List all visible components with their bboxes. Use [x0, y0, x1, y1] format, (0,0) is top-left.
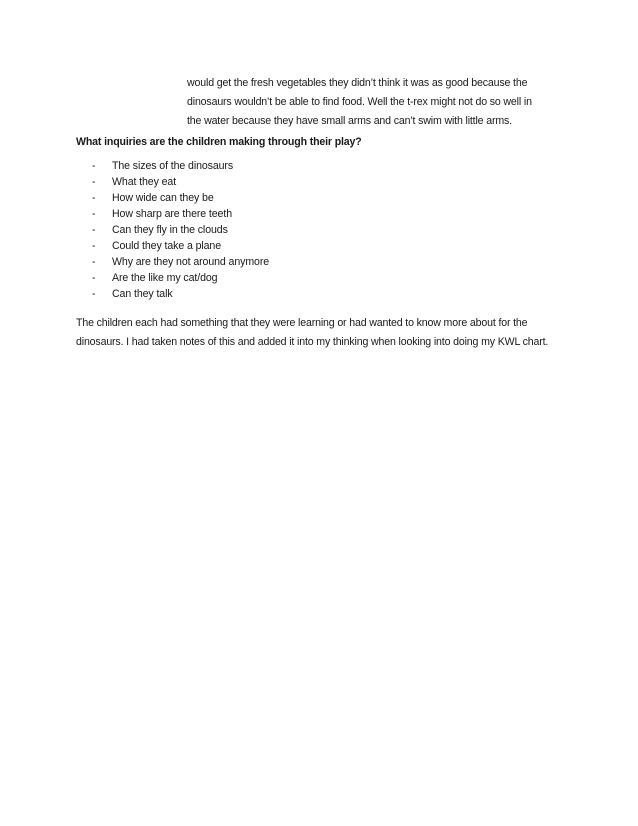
bullet-dash: - [92, 208, 96, 220]
section-heading: What inquiries are the children making through their play? [76, 136, 362, 148]
bullet-dash: - [92, 256, 96, 268]
list-item [92, 238, 269, 254]
list-item [92, 286, 269, 302]
list-item [92, 174, 269, 190]
list-item [92, 158, 269, 174]
bullet-dash: - [92, 272, 96, 284]
bullet-dash: - [92, 160, 96, 172]
list-item-text: Can they talk [112, 288, 173, 300]
list-item-text: The sizes of the dinosaurs [112, 160, 234, 172]
bullet-dash: - [92, 240, 96, 252]
paragraph-line: dinosaurs. I had taken notes of this and added it into my thinking when looking into doing my KWL chart. [76, 336, 549, 348]
list-item-text: How wide can they be [112, 192, 214, 204]
list-item [92, 270, 269, 286]
list-item-text: What they eat [112, 176, 177, 188]
list-item-text: Are the like my cat/dog [112, 272, 218, 284]
closing-paragraph [76, 314, 596, 352]
list-item [92, 222, 269, 238]
list-item [92, 254, 269, 270]
list-item-text: Why are they not around anymore [112, 256, 270, 268]
bullet-dash: - [92, 224, 96, 236]
list-item-text: How sharp are there teeth [112, 208, 232, 220]
inquiry-list [92, 158, 269, 302]
list-item-text: Could they take a plane [112, 240, 222, 252]
paragraph-line: The children each had something that they were learning or had wanted to know more about for the [76, 317, 528, 329]
paragraph-line: the water because they have small arms and can’t swim with little arms. [187, 115, 512, 127]
bullet-dash: - [92, 176, 96, 188]
bullet-dash: - [92, 288, 96, 300]
list-item-text: Can they fly in the clouds [112, 224, 228, 236]
paragraph-line: would get the fresh vegetables they didn’t think it was as good because the [187, 77, 528, 89]
bullet-dash: - [92, 192, 96, 204]
continued-paragraph [187, 74, 587, 131]
list-item [92, 190, 269, 206]
list-item [92, 206, 269, 222]
paragraph-line: dinosaurs wouldn’t be able to find food. Well the t-rex might not do so well in [187, 96, 532, 108]
